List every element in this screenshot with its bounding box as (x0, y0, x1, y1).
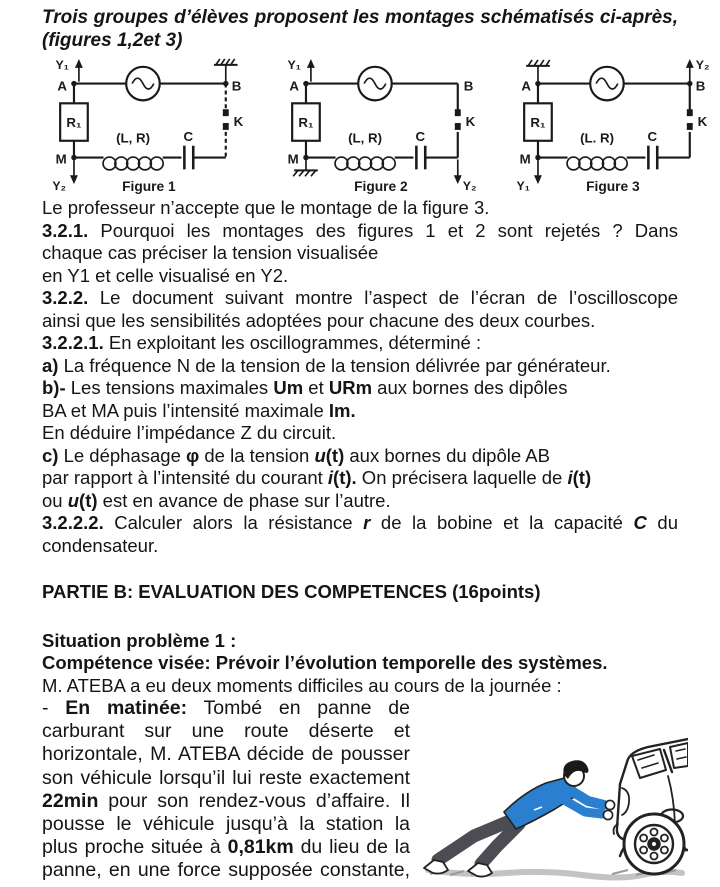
probe-y1-label: Y₁ (516, 179, 530, 194)
text-line: en Y1 et celle visualisé en Y2. (42, 264, 289, 286)
title-line-1: Trois groupes d’élèves proposent les montages schématisés ci-après, (42, 7, 678, 28)
illustration-container (416, 697, 716, 883)
node-m-dot (303, 155, 309, 161)
text-line: Le professeur n’accepte que le montage de la figure 3. (42, 197, 490, 218)
text-line: pousse le véhicule jusqu’à la station la (42, 813, 410, 836)
switch-label: K (697, 113, 708, 129)
node-b-dot (687, 81, 693, 87)
text-line: son véhicule lorsqu’il lui reste exactement (42, 766, 410, 789)
text-line: horizontale, M. ATEBA décide de pousser (42, 743, 410, 766)
text-line: chaque cas préciser la tension visualisée (42, 242, 379, 263)
circuit-figures-row (0, 52, 720, 192)
probe-y2-label: Y₂ (52, 179, 67, 194)
resistor-box (292, 103, 320, 140)
figure-1-caption: Figure 1 (122, 179, 176, 194)
text-line: 3.2.2.2. Calculer alors la résistance r de la bobine et la capacité C du (42, 512, 679, 533)
capacitor-label: C (183, 128, 194, 144)
figure-3-circuit-diagram (490, 56, 720, 194)
figure-3-caption: Figure 3 (586, 179, 640, 194)
resistor-box (60, 103, 88, 140)
text-line: BA et MA puis l’intensité maximale Im. (42, 399, 356, 421)
text-line: a) La fréquence N de la tension de la tension délivrée par générateur. (42, 354, 611, 376)
capacitor-icon (184, 129, 194, 170)
probe-y1-label: Y₁ (287, 57, 301, 72)
text-line: ainsi que les sensibilités adoptées pour chacune des deux courbes. (42, 309, 596, 331)
node-m-dot (71, 155, 77, 161)
text-line: Situation problème 1 : (42, 629, 237, 651)
node-b-label: B (231, 78, 242, 94)
probe-y1-label: Y₁ (55, 57, 69, 72)
matinee-columns (42, 697, 720, 883)
text-line: plus proche située à 0,81km du lieu de la (42, 836, 410, 859)
node-a-dot (71, 81, 77, 87)
resistor-label: R₁ (66, 114, 82, 130)
ac-generator-icon (590, 67, 624, 101)
text-line: 3.2.2. Le document suivant montre l’aspect de l’écran de l’oscilloscope (42, 287, 678, 308)
inductor-icon (335, 131, 395, 170)
text-line: En déduire l’impédance Z du circuit. (42, 422, 337, 443)
text-line: ou u(t) est en avance de phase sur l’autre. (42, 489, 391, 511)
probe-y2-label: Y₂ (462, 179, 477, 194)
part-b-heading: PARTIE B: EVALUATION DES COMPETENCES (16points) (42, 581, 541, 602)
resistor-box (524, 103, 552, 140)
node-m-label: M (519, 151, 531, 167)
title-line-2: (figures 1,2et 3) (42, 30, 183, 51)
text-line: condensateur. (42, 534, 159, 556)
figure-2-circuit-diagram (258, 56, 488, 194)
inductor-label: (L. R) (580, 130, 615, 146)
figure-2-caption: Figure 2 (354, 179, 408, 194)
node-b-dot (223, 81, 229, 87)
document-title (0, 0, 720, 52)
node-m-label: M (55, 151, 67, 167)
text-line: 3.2.2.1. En exploitant les oscillogrammes, déterminé : (42, 332, 482, 353)
body-text (42, 197, 678, 557)
text-line: 3.2.1. Pourquoi les montages des figures 1 et 2 sont rejetés ? Dans (42, 219, 678, 241)
node-m-dot (535, 155, 541, 161)
resistor-label: R₁ (298, 114, 314, 130)
text-line: panne, en une force supposée constante, (42, 859, 410, 882)
node-a-label: A (57, 78, 67, 94)
text-line: par rapport à l’intensité du courant i(t). On précisera laquelle de i(t) (42, 467, 592, 488)
inductor-label: (L, R) (116, 130, 151, 146)
resistor-label: R₁ (530, 114, 546, 130)
node-a-dot (303, 81, 309, 87)
switch-label: K (465, 113, 476, 129)
car-wheel-icon (624, 814, 684, 874)
text-line: - En matinée: Tombé en panne de (42, 697, 410, 719)
switch-label: K (233, 113, 244, 129)
switch-icon (455, 109, 476, 130)
hand-lower (603, 810, 612, 819)
capacitor-label: C (647, 128, 658, 144)
inductor-icon (103, 131, 163, 170)
node-a-dot (535, 81, 541, 87)
pushing-man-sketch (424, 760, 615, 876)
capacitor-label: C (415, 128, 426, 144)
text-line: Compétence visée: Prévoir l’évolution temporelle des systèmes. (42, 652, 608, 673)
matinee-text (42, 697, 410, 883)
text-line: M. ATEBA a eu deux moments difficiles au cours de la journée : (42, 674, 562, 696)
hand-upper (605, 800, 614, 809)
ac-generator-icon (126, 67, 160, 101)
inductor-icon (567, 131, 627, 170)
text-line: b)- Les tensions maximales Um et URm aux bornes des dipôles (42, 377, 568, 398)
capacitor-icon (416, 129, 426, 170)
switch-icon (687, 109, 708, 130)
ac-generator-icon (358, 67, 392, 101)
probe-y2-label: Y₂ (695, 57, 710, 72)
figure-1-circuit-diagram (26, 56, 256, 194)
situation-section (42, 630, 678, 698)
node-b-label: B (463, 78, 474, 94)
text-line: 22min pour son rendez-vous d’affaire. Il (42, 789, 410, 812)
node-b-label: B (695, 78, 706, 94)
text-line: c) Le déphasage φ de la tension u(t) aux bornes du dipôle AB (42, 444, 550, 466)
node-a-label: A (289, 78, 299, 94)
switch-icon (223, 109, 244, 130)
man-pushing-car-illustration (416, 731, 688, 881)
node-a-label: A (521, 78, 531, 94)
node-m-label: M (287, 151, 299, 167)
inductor-label: (L, R) (348, 130, 383, 146)
capacitor-icon (648, 129, 658, 170)
text-line: carburant sur une route déserte et (42, 720, 410, 743)
probe-y2-arrow-icon (454, 160, 477, 194)
